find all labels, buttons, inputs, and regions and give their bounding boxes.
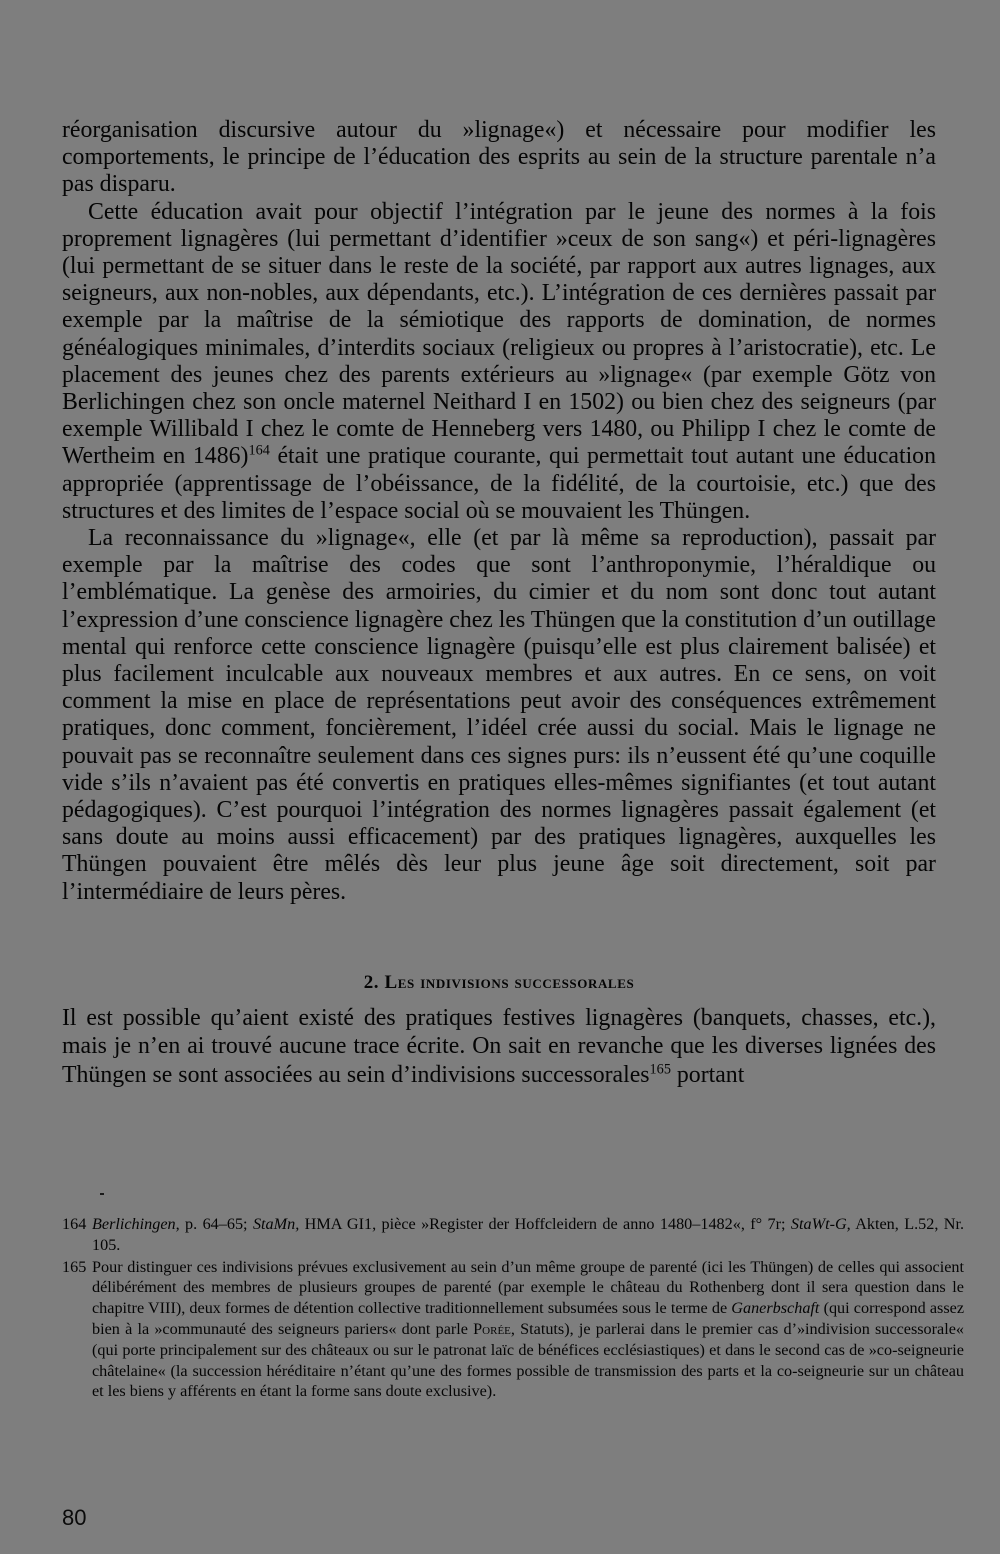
footnote-text: Statuts), je parlerai dans le premier cas d’»indivision successorale« (qui porte principalement sur des châteaux ou sur le patronat laïc de bénéfices ecclésiastiques) et dans le second cas de »co-seigneurie châtelaine« (la succession héréditaire n’étant qu’une des formes possible de transmission des parts et la co-seigneurie sur un château et les biens y afférents en étant la forme sans doute exclusive). [92, 1319, 964, 1401]
footnote-text: Akten, L.52, Nr. 105. [92, 1215, 964, 1254]
footnote-ref-165[interactable]: 165 [649, 1061, 671, 1078]
footnote-text: HMA GI1, pièce »Register der Hoffcleidern de anno 1480–1482«, f° 7r; [299, 1215, 791, 1233]
main-text [62, 117, 936, 906]
source-stawtg: StaWt-G, [790, 1215, 851, 1233]
footnote-165 [62, 1257, 964, 1403]
footnote-separator [100, 1193, 104, 1195]
section-paragraph [62, 1004, 936, 1090]
footnote-text: p. 64–65; [179, 1215, 253, 1233]
page-number: 80 [62, 1505, 87, 1530]
paragraph-education-text-end: était une pratique courante, qui permettait tout autant une éducation appropriée (apprentissage de l’obéissance, de la fidélité, de la courtoisie, etc.) que des structures et des limites de l’espace social où se mouvaient les Thüngen. [62, 443, 936, 524]
footnote-text: (qui correspond assez bien à la »communauté des seigneurs pariers« dont parle [92, 1299, 965, 1338]
author-poree: Porée, [473, 1319, 515, 1338]
page-body [62, 117, 936, 1089]
section-paragraph-text-end: portant [670, 1061, 745, 1088]
paragraph-continuation: réorganisation discursive autour du »lignage«) et nécessaire pour modifier les comportements, le principe de l’éducation des esprits au sein de la structure parentale n’a pas disparu. [62, 117, 936, 198]
paragraph-education [62, 199, 936, 525]
paragraph-education-text: Cette éducation avait pour objectif l’intégration par le jeune des normes à la fois proprement lignagères (lui permettant d’identifier »ceux de son sang«) et péri-lignagères (lui permettant de se situer dans le reste de la société, par rapport aux autres lignages, aux seigneurs, aux non-nobles, aux dépendants, etc.). L’intégration de ces dernières passait par exemple par la maîtrise de la sémiotique des rapports de domination, de normes généalogiques minimales, d’interdits sociaux (religieux ou propres à l’aristocratie), etc. Le placement des jeunes chez des parents extérieurs au »lignage« (par exemple Götz von Berlichingen chez son oncle maternel Neithard I en 1502) ou bien chez des seigneurs (par exemple Willibald I chez le comte de Henneberg vers 1480, ou Philipp I chez le comte de Wertheim en 1486) [62, 198, 936, 470]
footnote-text: Pour distinguer ces indivisions prévues exclusivement au sein d’un même groupe de parenté (ici les Thüngen) de celles qui associent délibérément des membres de plusieurs groupes de parenté (par exemple le château du Rothenberg dont il sera question dans le chapitre VIII), deux formes de détention collective traditionnellement subsumées sous le terme de [92, 1257, 964, 1318]
paragraph-recognition: La reconnaissance du »lignage«, elle (et par là même sa reproduction), passait par exemple par la maîtrise des codes que sont l’anthroponymie, l’héraldique ou l’emblématique. La genèse des armoiries, du cimier et du nom sont donc tout autant l’expression d’une conscience lignagère chez les Thüngen que la constitution d’un outillage mental qui renforce cette conscience lignagère (puisqu’elle est plus clairement balisée) et plus facilement inculcable aux nouveaux membres et aux autres. En ce sens, on voit comment la mise en place de représentations peut avoir des conséquences extrêmement pratiques, donc comment, foncièrement, l’idéel crée aussi du social. Mais le lignage ne pouvait pas se reconnaître seulement dans ces signes purs: ils n’eussent été qu’une coquille vide s’ils n’avaient pas été convertis en pratiques elles-mêmes signifiantes (et tout autant pédagogiques). C’est pourquoi l’intégration des normes lignagères passait également (et sans doute au moins aussi efficacement) par des pratiques lignagères, auxquelles les Thüngen pouvaient être mêlés dès leur plus jeune âge soit directement, soit par l’intermédiaire de leurs pères. [62, 525, 936, 905]
footnote-164 [62, 1214, 964, 1256]
source-stamn: StaMn, [252, 1215, 300, 1233]
source-berlichingen: Berlichingen, [92, 1215, 180, 1233]
footnote-number: 165 [62, 1257, 87, 1276]
footnotes [62, 1214, 964, 1402]
section-paragraph-text: Il est possible qu’aient existé des pratiques festives lignagères (banquets, chasses, etc.), mais je n’en ai trouvé aucune trace écrite. On sait en revanche que les diverses lignées des Thüngen se sont associées au sein d’indivisions successorales [62, 1004, 936, 1088]
footnote-number: 164 [62, 1215, 87, 1233]
section-heading: 2. Les indivisions successorales [363, 971, 635, 993]
term-ganerbschaft: Ganerbschaft [731, 1299, 820, 1318]
footnote-ref-164[interactable]: 164 [248, 442, 270, 459]
